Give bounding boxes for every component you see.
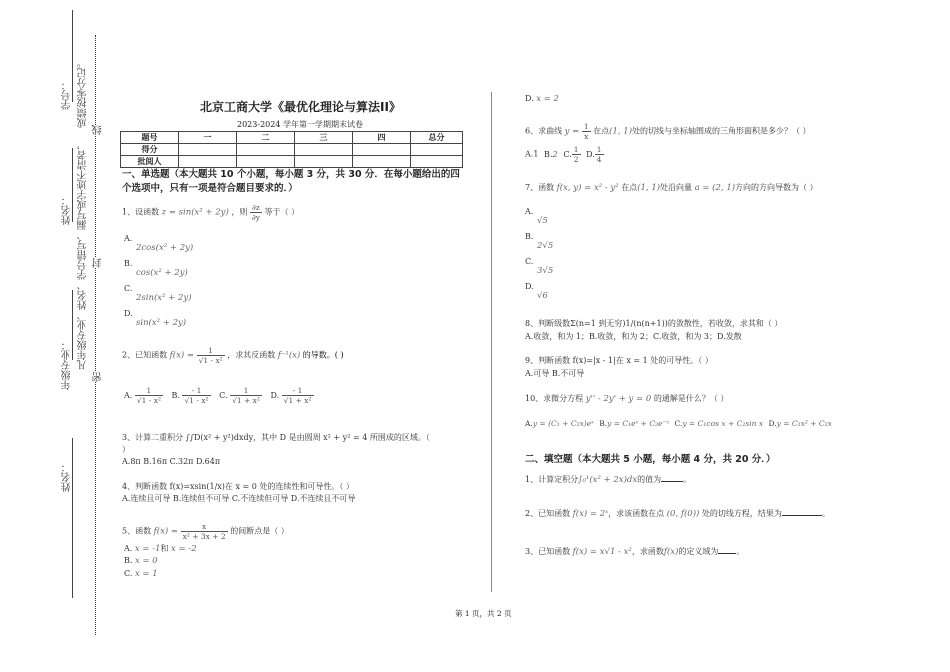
seal-char-mi: 密 <box>93 372 104 382</box>
q3-stem-close: ） <box>122 445 130 454</box>
q6-stem: 6、求曲线 y = $\frac{1}{x}$ 在点(1, 1)处的切线与坐标轴围成的三角形面积是多少？（ ） <box>525 122 811 141</box>
q1-option-b[interactable]: B. cos(x² + 2y) <box>124 259 188 278</box>
q1-option-c[interactable]: C. 2sin(x² + 2y) <box>124 284 192 303</box>
grader-row-label: 批阅人 <box>121 156 179 168</box>
q5-option-a[interactable]: A. x = -1和 x = -2 <box>124 544 197 554</box>
q1-function: z = sin(x² + 2y) <box>161 207 229 218</box>
q6-option-b[interactable]: B.2 <box>543 149 558 160</box>
score-header-1: 一 <box>179 132 237 144</box>
q2-option-c[interactable]: C. $\frac{1}{\text{√1 + x²}}$ <box>219 386 260 405</box>
q7-stem: 7、函数 f(x, y) = x² - y² 在点(1, 1)处沿向量 a = (2, 1)方向的方向导数为（ ） <box>525 183 818 193</box>
school-label: 姓名： <box>62 462 73 492</box>
q1-option-a[interactable]: A. 2cos(x² + 2y) <box>124 234 194 253</box>
fill1-stem: 1、计算定积分∫₀¹(x² + 2x)dx的值为 。 <box>525 475 692 485</box>
q6-option-a[interactable]: A.1 <box>525 149 539 159</box>
q9-stem: 9、判断函数 f(x)=|x - 1|在 x = 1 处的可导性。（ ） <box>525 356 713 365</box>
q5-stem: 5、函数 f(x) = $\frac{x}{\text{x² + 3x + 2}}$ 的间断点是（ ） <box>122 522 289 541</box>
q4-options[interactable]: A.连续且可导 B.连续但不可导 C.不连续但可导 D.不连续且不可导 <box>122 494 356 503</box>
q6-option-d[interactable]: D. $\frac{1}{4}$ <box>586 145 602 164</box>
q10-option-d[interactable]: D.y = C₁x² + C₂x <box>768 419 832 428</box>
fill1-answer-blank[interactable] <box>661 473 683 482</box>
score-header-4: 四 <box>353 132 411 144</box>
q6-fraction: $\frac{1}{x}$ <box>583 122 589 141</box>
seal-char-xian: 线 <box>93 125 104 135</box>
q8-options[interactable]: A.收敛，和为 1；B.收敛，和为 2；C.收敛，和为 3；D.发散 <box>525 332 742 341</box>
q10-option-c[interactable]: C.y = C₁cos x + C₂sin x <box>674 419 764 428</box>
q2-option-b[interactable]: B. $\frac{- 1}{\text{√1 - x²}}$ <box>171 386 209 405</box>
page-footer: 第 1 页，共 2 页 <box>455 609 512 618</box>
q5-fraction: $\frac{x}{\text{x² + 3x + 2}}$ <box>182 522 226 541</box>
column-divider <box>491 92 492 592</box>
q7-option-a[interactable]: A. √5 <box>525 207 548 226</box>
q3-options[interactable]: A.8π B.16π C.32π D.64π <box>122 457 221 466</box>
q10-option-b[interactable]: B.y = C₁eˣ + C₂e⁻ˣ <box>599 419 670 428</box>
q7-option-c[interactable]: C. 3√5 <box>525 257 554 276</box>
q5-option-d[interactable]: D. x = 2 <box>525 94 559 104</box>
name-label: 姓名： <box>62 195 73 225</box>
fill2-stem: 2、已知函数 f(x) = 2ˣ，求该函数在点 (0, f(0)) 处的切线方程，结果为 。 <box>525 509 830 519</box>
q7-option-b[interactable]: B. 2√5 <box>525 232 554 251</box>
student-id-label: 学号： <box>62 80 73 110</box>
score-row-label: 得分 <box>121 144 179 156</box>
q2-option-d[interactable]: D. $\frac{- 1}{\text{√1 + x²}}$ <box>270 386 312 405</box>
q6-options <box>525 145 604 164</box>
q2-fraction: $\frac{1}{\text{√1 - x²}}$ <box>198 346 223 365</box>
q10-stem: 10、求微分方程 y'' - 2y' + y = 0 的通解是什么？（ ） <box>525 394 729 404</box>
fill3-stem: 3、已知函数 f(x) = x√1 - x²，求函数f(x)的定义域为 。 <box>525 547 745 557</box>
exam-title: 北京工商大学《最优化理论与算法II》 <box>200 100 401 114</box>
binding-margin <box>0 0 110 672</box>
score-header-2: 二 <box>237 132 295 144</box>
score-header-total: 总分 <box>411 132 463 144</box>
q10-option-a[interactable]: A.y = (C₁ + C₂x)eˣ <box>525 419 594 428</box>
section1-heading: 一、单选题（本大题共 10 个小题，每小题 3 分，共 30 分．在每小题给出的四个选项中，只有一项是符合题目要求的．） <box>122 169 460 194</box>
q8-stem: 8、判断级数Σ(n=1 到无穷)1/(n(n+1))的敛散性，若收敛，求其和（ ） <box>525 319 783 328</box>
q4-stem: 4、判断函数 f(x)=xsin(1/x)在 x = 0 处的连续性和可导性。（ ） <box>122 482 354 491</box>
warning-line-1: 成绩按零分记。 <box>78 58 89 128</box>
q6-option-c[interactable]: C. $\frac{1}{2}$ <box>563 145 579 164</box>
score-table <box>120 131 463 168</box>
warning-line-2: 凡年级专业、姓名、学号错写、漏写或字迹不清者， <box>78 140 89 370</box>
q2-stem: 2、已知函数 f(x) = $\frac{1}{\text{√1 - x²}}$ ，求其反函数 f⁻¹(x) 的导数。( ) <box>122 346 344 365</box>
exam-subtitle: 2023-2024 学年第一学期期末试卷 <box>237 120 363 129</box>
q7-option-d[interactable]: D. √6 <box>525 282 548 301</box>
q3-stem: 3、计算二重积分 ∫∫D(x² + y²)dxdy，其中 D 是由圆周 x² + y² = 4 所围成的区域。（ <box>122 433 430 442</box>
fill2-answer-blank[interactable] <box>782 507 822 516</box>
score-header-3: 三 <box>295 132 353 144</box>
q5-option-c[interactable]: C. x = 1 <box>124 569 158 579</box>
q10-options <box>525 419 832 428</box>
section2-heading: 二、填空题（本大题共 5 小题，每小题 4 分，共 20 分．） <box>525 454 776 465</box>
seal-char-feng: 封 <box>93 258 104 268</box>
q2-options <box>124 386 314 405</box>
q1-option-d[interactable]: D. sin(x² + 2y) <box>124 309 187 328</box>
q5-option-b[interactable]: B. x = 0 <box>124 556 158 566</box>
class-label: 年级专业： <box>62 340 73 390</box>
fill3-answer-blank[interactable] <box>718 545 736 554</box>
q1-stem: 1、设函数 z = sin(x² + 2y) ，则 $\frac{\partial z}{\partial y}$ 等于（ ） <box>122 203 300 222</box>
q9-options[interactable]: A.可导 B.不可导 <box>525 369 585 378</box>
score-header-number: 题号 <box>121 132 179 144</box>
q2-option-a[interactable]: A. $\frac{1}{\text{√1 - x²}}$ <box>124 386 161 405</box>
q1-derivative: $\frac{\partial z}{\partial y}$ <box>251 203 260 222</box>
